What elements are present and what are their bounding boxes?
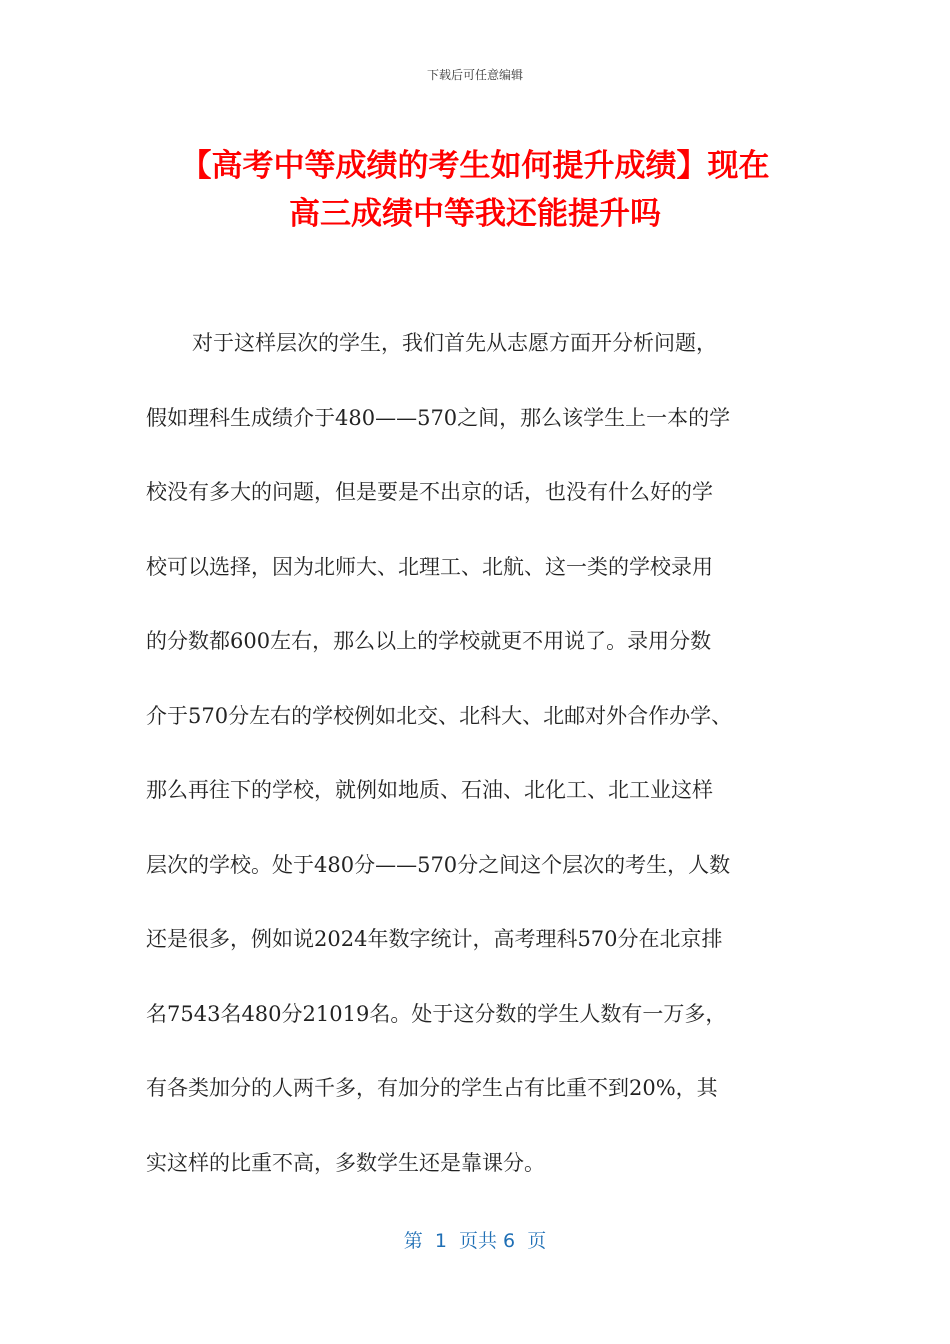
- body-line: 层次的学校。处于480分——570分之间这个层次的考生，人数: [146, 852, 731, 877]
- document-title: [120, 142, 830, 238]
- body-line: 对于这样层次的学生，我们首先从志愿方面开分析问题，: [192, 331, 717, 355]
- body-line: 名7543名480分21019名。处于这分数的学生人数有一万多，: [146, 1001, 727, 1026]
- body-paragraph: [146, 318, 826, 1212]
- body-line: 那么再往下的学校，就例如地质、石油、北化工、北工业这样: [146, 778, 713, 802]
- title-line-1: 【高考中等成绩的考生如何提升成绩】现在: [180, 148, 770, 184]
- body-line: 假如理科生成绩介于480——570之间，那么该学生上一本的学: [146, 405, 731, 430]
- body-line: 还是很多，例如说2024年数字统计，高考理科570分在北京排: [146, 927, 723, 951]
- body-line: 的分数都600左右，那么以上的学校就更不用说了。录用分数: [146, 629, 712, 653]
- body-line: 有各类加分的人两千多，有加分的学生占有比重不到20%，其: [146, 1076, 718, 1100]
- title-line-2: 高三成绩中等我还能提升吗: [289, 196, 661, 232]
- body-line: 介于570分左右的学校例如北交、北科大、北邮对外合作办学、: [146, 703, 733, 728]
- page-number-footer: 第 1 页共 6 页: [403, 1230, 547, 1252]
- body-line: 校没有多大的问题，但是要是不出京的话，也没有什么好的学: [146, 480, 713, 504]
- header-note: 下载后可任意编辑: [426, 68, 523, 82]
- body-line: 实这样的比重不高，多数学生还是靠课分。: [146, 1150, 545, 1175]
- body-line: 校可以选择，因为北师大、北理工、北航、这一类的学校录用: [146, 554, 713, 579]
